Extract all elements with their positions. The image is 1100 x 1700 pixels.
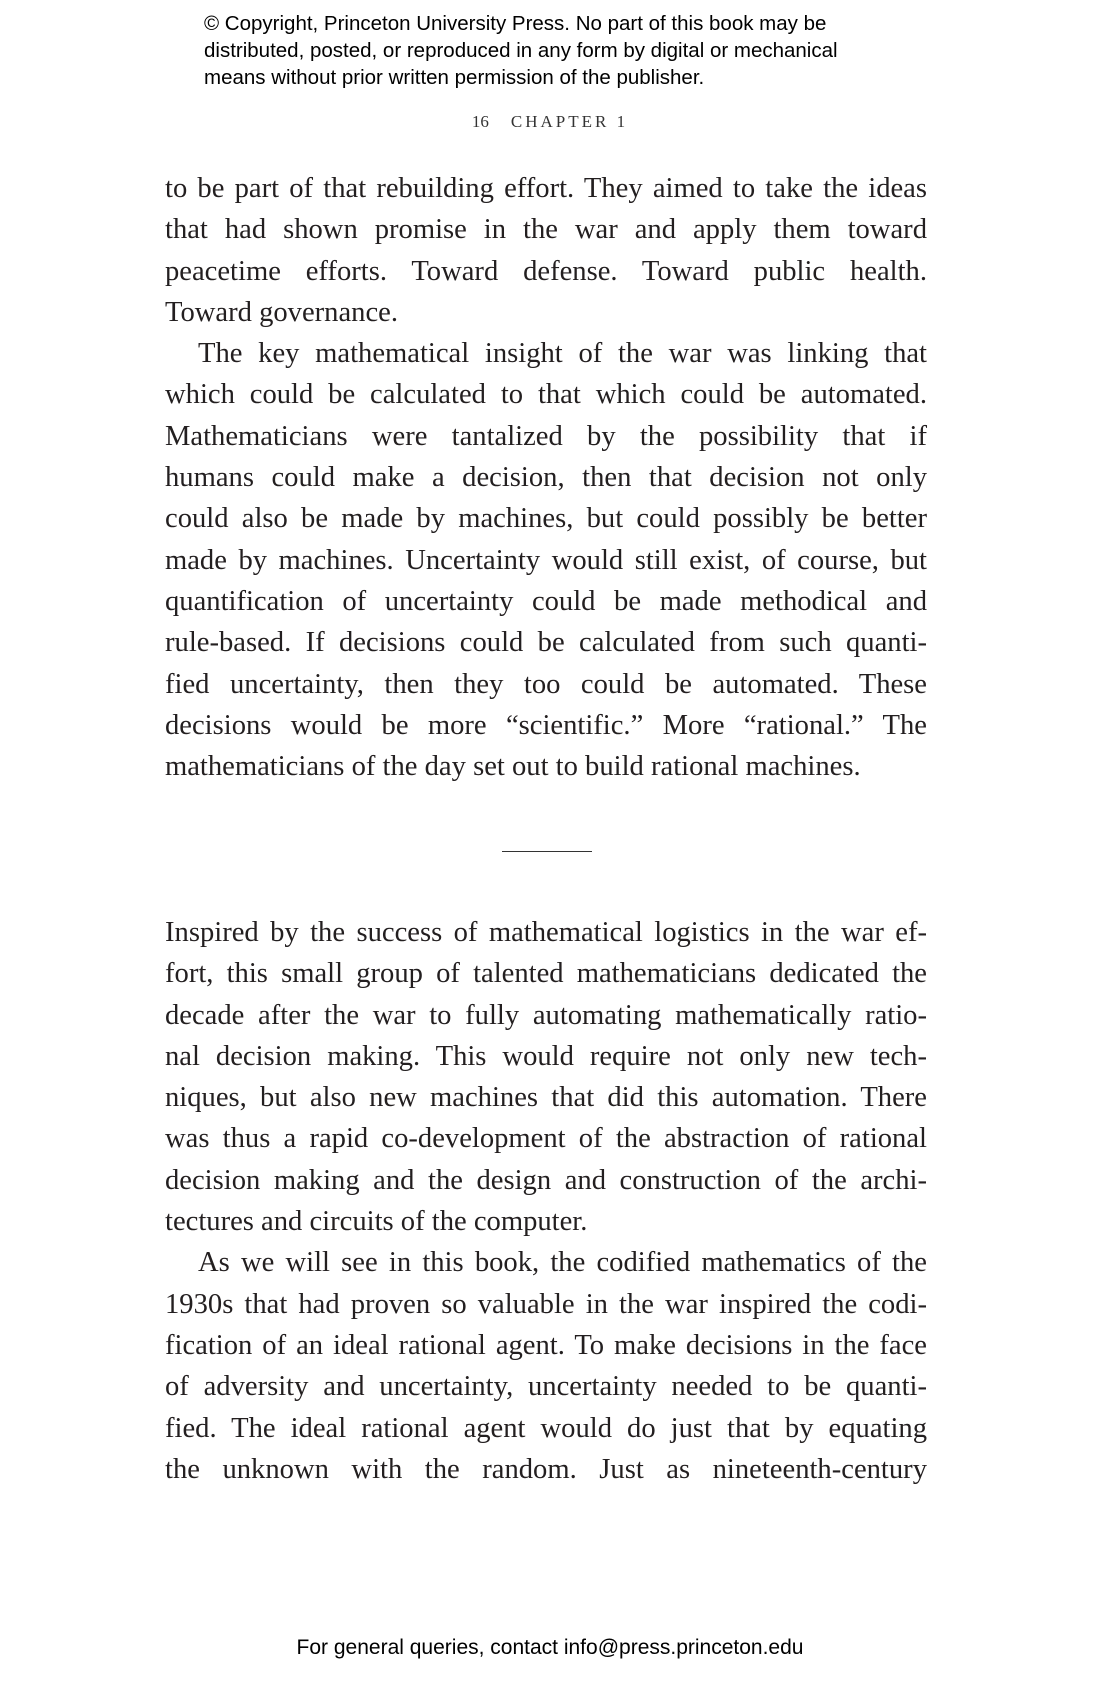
paragraph: [165, 168, 927, 333]
text-line: rule-based. If decisions could be calculated from such quanti-: [165, 627, 927, 659]
page-number: 16: [471, 112, 489, 131]
copyright-line: means without prior written permission of the publisher.: [204, 66, 705, 89]
text-line: As we will see in this book, the codified mathematics of the: [198, 1247, 927, 1279]
copyright-line: © Copyright, Princeton University Press. No part of this book may be: [204, 12, 827, 35]
text-line: mathematicians of the day set out to build rational machines.: [165, 751, 861, 783]
text-line: Toward governance.: [165, 296, 398, 328]
text-line: the unknown with the random. Just as nineteenth-century: [165, 1453, 927, 1485]
copyright-line: distributed, posted, or reproduced in any form by digital or mechanical: [204, 39, 838, 62]
text-line: decision making and the design and construction of the archi-: [165, 1164, 927, 1196]
text-line: decade after the war to fully automating mathematically ratio-: [165, 999, 927, 1031]
text-line: Mathematicians were tantalized by the possibility that if: [165, 420, 927, 452]
text-line: of adversity and uncertainty, uncertainty needed to be quanti-: [165, 1371, 927, 1403]
text-line: fied uncertainty, then they too could be automated. These: [165, 668, 927, 700]
text-line: which could be calculated to that which could be automated.: [165, 379, 927, 411]
paragraph: [165, 1242, 927, 1490]
paragraph: [165, 912, 927, 1242]
text-line: could also be made by machines, but could possibly be better: [165, 503, 927, 535]
text-line: humans could make a decision, then that decision not only: [165, 462, 927, 494]
paragraph: [165, 333, 927, 787]
section-break-rule: [502, 851, 592, 852]
text-line: tectures and circuits of the computer.: [165, 1206, 588, 1238]
text-line: fort, this small group of talented mathematicians dedicated the: [165, 958, 927, 990]
text-line: The key mathematical insight of the war was linking that: [198, 338, 927, 370]
section-2: [165, 912, 927, 1490]
chapter-label: CHAPTER 1: [510, 112, 629, 131]
text-line: peacetime efforts. Toward defense. Toward public health.: [165, 255, 927, 287]
text-line: to be part of that rebuilding effort. They aimed to take the ideas: [165, 173, 927, 204]
text-line: that had shown promise in the war and apply them toward: [165, 214, 927, 246]
text-line: 1930s that had proven so valuable in the war inspired the codi-: [165, 1288, 927, 1320]
text-line: was thus a rapid co-development of the abstraction of rational: [165, 1123, 927, 1155]
text-line: quantification of uncertainty could be made methodical and: [165, 585, 927, 617]
footer-contact: For general queries, contact info@press.princeton.edu: [296, 1636, 804, 1659]
text-line: fied. The ideal rational agent would do just that by equating: [165, 1412, 927, 1444]
running-head: [0, 112, 1100, 132]
copyright-notice: [204, 10, 924, 91]
text-line: made by machines. Uncertainty would still exist, of course, but: [165, 544, 927, 576]
text-line: niques, but also new machines that did this automation. There: [165, 1082, 927, 1114]
text-line: nal decision making. This would require not only new tech-: [165, 1040, 927, 1072]
text-line: fication of an ideal rational agent. To make decisions in the face: [165, 1329, 927, 1361]
section-1: [165, 168, 927, 787]
text-line: decisions would be more “scientific.” More “rational.” The: [165, 709, 927, 741]
text-line: Inspired by the success of mathematical logistics in the war ef-: [165, 917, 927, 948]
